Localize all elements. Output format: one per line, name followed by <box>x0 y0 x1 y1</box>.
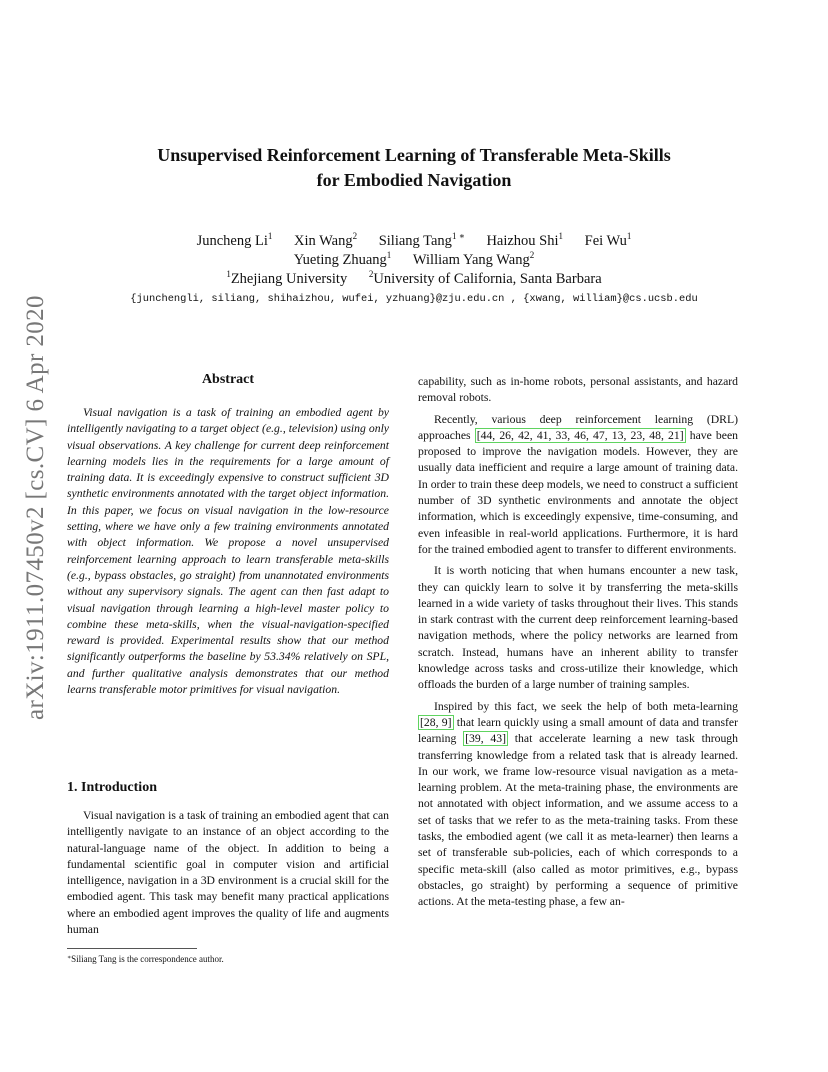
paragraph: capability, such as in-home robots, personal assistants, and hazard removal robots. <box>418 375 738 405</box>
citation-link[interactable]: [28, 9] <box>420 715 452 729</box>
paragraph: Recently, various deep reinforcement learning (DRL) approaches [44, 26, 42, 41, 33, 46, 47, 13, 23, 48, 21] have been proposed to improve the navigation models. However, they are usually data inefficient and require a large amount of training data. In order to train these deep models, we need to construct a sufficient number of 3D synthetic environments and annotate the object information, which is exceedingly expensive, time-consuming, and even infeasible in real-world applications. Furthermore, it is hard for the trained embodied agent to transfer to different environments. <box>418 412 738 556</box>
arxiv-identifier: arXiv:1911.07450v2 [cs.CV] 6 Apr 2020 <box>22 295 49 720</box>
author-line-2 <box>60 251 768 270</box>
author: Fei Wu$^1$ <box>584 231 632 249</box>
title-line-2: for Embodied Navigation <box>316 170 512 190</box>
abstract-heading: Abstract <box>201 372 255 387</box>
title-line-1: Unsupervised Reinforcement Learning of Transferable Meta-Skills <box>157 145 671 165</box>
affiliation: $^2$University of California, Santa Barbara <box>368 269 602 287</box>
citation-link[interactable]: [39, 43] <box>465 732 506 746</box>
affiliation: $^1$Zhejiang University <box>226 269 348 287</box>
citation-link[interactable]: [44, 26, 42, 41, 33, 46, 47, 13, 23, 48, 21] <box>476 428 684 442</box>
author: Yueting Zhuang$^1$ <box>293 250 392 268</box>
author: Juncheng Li$^1$ <box>196 231 273 249</box>
author: Siliang Tang$^{1 ∗}$ <box>378 231 465 249</box>
introduction-paragraph: Visual navigation is a task of training an embodied agent that can intelligently navigate to an instance of an object according to the natural-language name of the object. In addition to being a fundamental scientific goal in computer vision and artificial intelligence, navigation in a 3D environment is a crucial skill for the embodied agent. This task may benefit many practical applications where an embodied agent improves the quality of life and augments human <box>67 809 389 937</box>
footnote: ∗Siliang Tang is the correspondence author. <box>67 954 224 964</box>
author-emails: {junchengli, siliang, shihaizhou, wufei, yzhuang}@zju.edu.cn , {xwang, william}@cs.ucsb.edu <box>130 293 698 305</box>
author: Haizhou Shi$^1$ <box>486 231 564 249</box>
footnote-divider <box>67 948 197 949</box>
paragraph: Inspired by this fact, we seek the help of both meta-learning [28, 9] that learn quickly using a small amount of data and transfer learning [39, 43] that accelerate learning a new task through transferring knowledge from a related task that is already learned. In our work, we frame low-resource visual navigation as a meta-learning problem. At the meta-training phase, the environments are not annotated with object information, and we assume access to a set of tasks that we refer to as the meta-training tasks. From these tasks, the embodied agent (we call it as meta-learner) then learns a set of transferable sub-policies, each of which corresponds to a specific meta-skill (also called as motor primitives, e.g., bypass obstacles, go straight) by performing a sequence of primitive actions. At the meta-testing phase, a few an- <box>418 699 738 909</box>
abstract-text: Visual navigation is a task of training an embodied agent by intelligently navigating to a target object (e.g., television) using only visual observations. A key challenge for current deep reinforcement learning models lies in the requirements for a large amount of training data. It is exceedingly expensive to construct sufficient 3D synthetic environments annotated with the target object information. In this paper, we focus on visual navigation in the low-resource setting, where we have only a few training environments annotated with object information. We propose a novel unsupervised reinforcement learning approach to learn transferable meta-skills (e.g., bypass obstacles, go straight) from unannotated environments without any supervisory signals. The agent can then fast adapt to visual navigation through learning a high-level master policy to combine these meta-skills, when the visual-navigation-specified reward is provided. Experimental results show that our method significantly outperforms the baseline by 53.34% relatively on SPL, and further qualitative analysis demonstrates that our method learns transferable motor primitives for visual navigation. <box>67 406 389 697</box>
introduction-heading: 1. Introduction <box>67 780 157 795</box>
paper-title <box>90 143 738 193</box>
affiliations <box>60 270 768 289</box>
author-line-1 <box>60 232 768 251</box>
author: William Yang Wang$^2$ <box>412 250 535 268</box>
author: Xin Wang$^2$ <box>294 231 358 249</box>
paragraph: It is worth noticing that when humans encounter a new task, they can quickly learn to solve it by transferring the meta-skills learned in a wide variety of tasks throughout their lives. This stands in stark contrast with the current deep reinforcement learning-based navigation methods, where the policy networks are learned from scratch. Instead, humans have an inherent ability to transfer knowledge across tasks and cross-utilize their knowledge, which offloads the burden of a large number of training samples. <box>418 564 738 692</box>
right-column <box>418 374 738 911</box>
author-block <box>60 232 768 289</box>
